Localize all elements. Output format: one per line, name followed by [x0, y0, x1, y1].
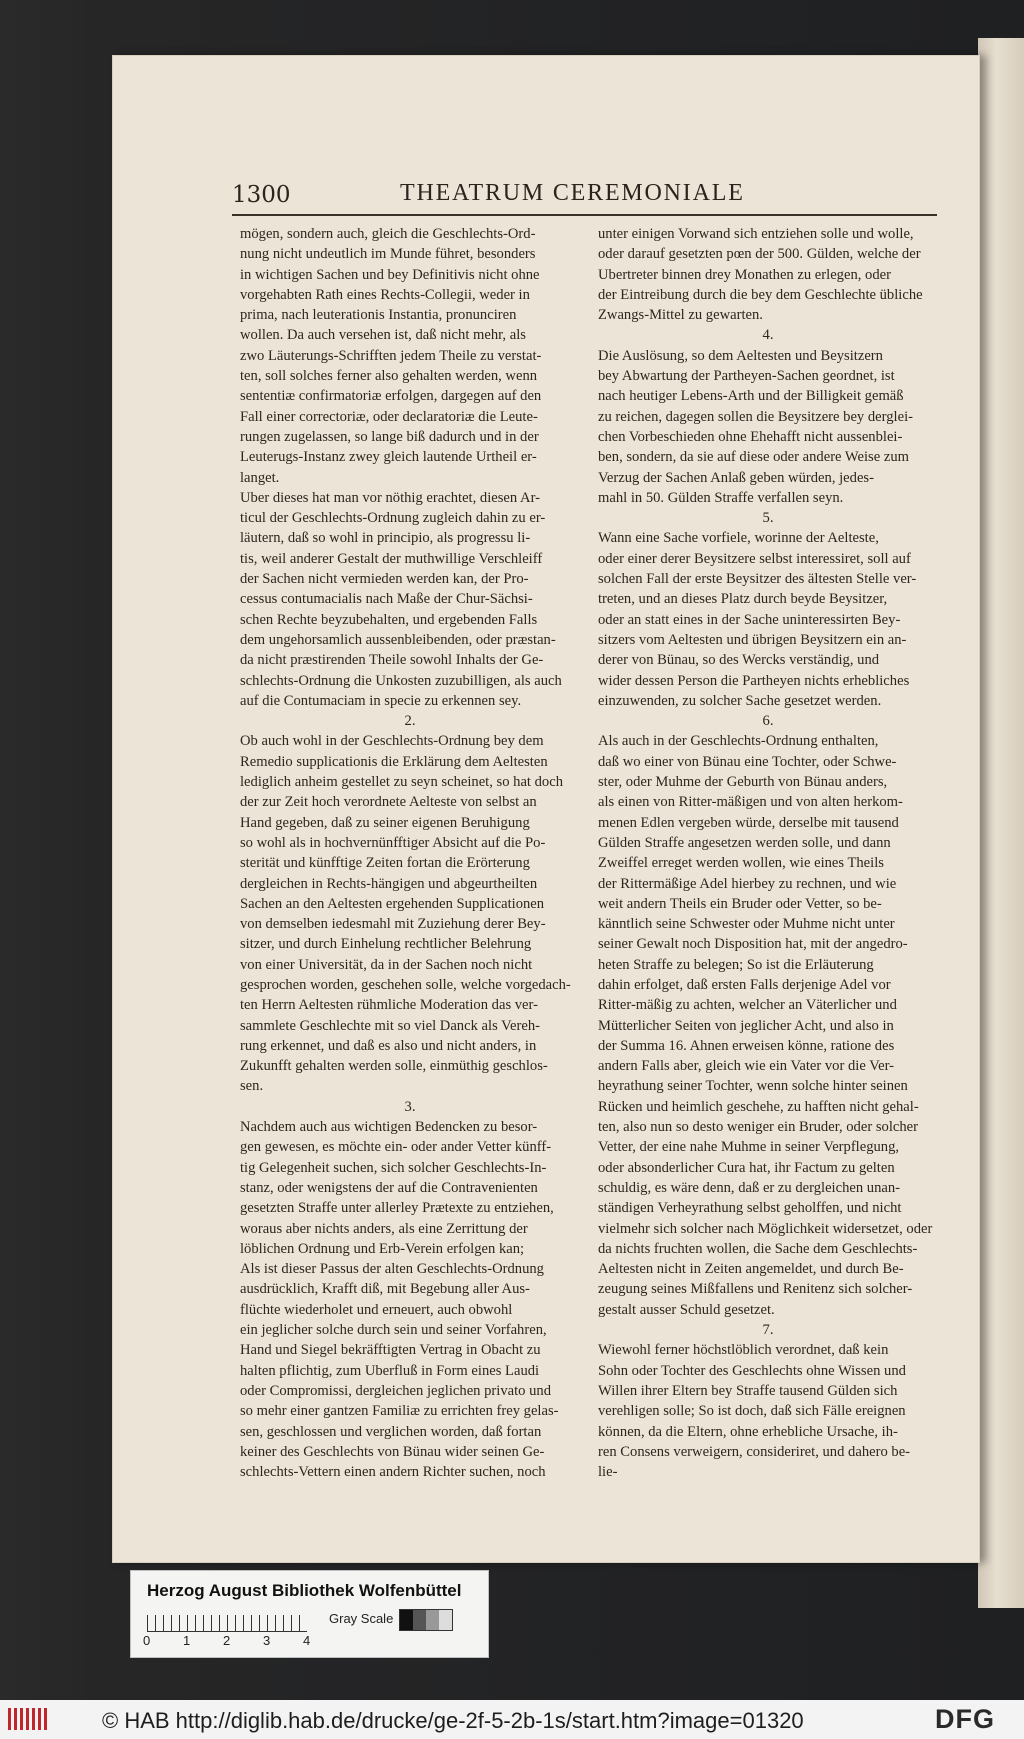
- text-line: Hand gegeben, daß zu seiner eigenen Beruhigung: [240, 814, 530, 831]
- section-number: 4.: [762, 327, 774, 344]
- library-stamp: [130, 1570, 489, 1658]
- text-line: schen Rechte beyzubehalten, und ergebenden Falls: [240, 611, 538, 628]
- text-line: gestalt ausser Schuld gesetzet.: [598, 1301, 775, 1318]
- text-line: in wichtigen Sachen und bey Definitivis nicht ohne: [240, 266, 540, 283]
- text-line: der Eintreibung durch die bey dem Geschlechte übliche: [598, 286, 923, 303]
- text-line: Die Auslösung, so dem Aeltesten und Beysitzern: [598, 347, 883, 364]
- text-line: halten pflichtig, zum Uberfluß in Form eines Laudi: [240, 1362, 540, 1379]
- text-line: sen.: [240, 1078, 264, 1095]
- text-line: heyrathung seiner Tochter, wenn solche hinter seinen: [598, 1078, 908, 1095]
- text-line: sammlete Geschlechte mit so viel Danck als Vereh-: [240, 1017, 541, 1034]
- ruler-number: 3: [263, 1633, 271, 1648]
- text-line: so wohl als in hochvernünfftiger Absicht auf die Po-: [240, 834, 546, 851]
- text-line: Willen ihrer Eltern bey Straffe tausend Gülden sich: [598, 1382, 898, 1399]
- next-page-edge: [978, 38, 1024, 1608]
- text-line: Verzug der Sachen Anlaß geben würden, jedes-: [598, 469, 874, 486]
- text-line: lediglich anheim gestellet zu seyn scheinet, so hat doch: [240, 774, 563, 791]
- text-line: Hand und Siegel bekräfftigten Vertrag in Obacht zu: [240, 1342, 541, 1359]
- text-line: als einen von Ritter-mäßigen und von alten herkom-: [598, 794, 903, 811]
- text-line: Als auch in der Geschlechts-Ordnung enthalten,: [598, 733, 879, 750]
- text-line: Uber dieses hat man vor nöthig erachtet, diesen Ar-: [240, 489, 540, 506]
- text-line: sententiæ confirmatoriæ erfolgen, dargegen auf den: [240, 388, 542, 405]
- header-rule: [232, 214, 937, 216]
- text-line: der Sachen nicht vermieden werden kan, der Pro-: [240, 571, 529, 588]
- text-line: derer von Bünau, so des Wercks verständig, und: [598, 652, 880, 669]
- section-number: 3.: [404, 1098, 416, 1115]
- text-line: auf die Contumaciam in specie zu erkennen sey.: [240, 692, 522, 709]
- text-line: weit andern Theils ein Bruder oder Vetter, so be-: [598, 895, 882, 912]
- text-line: keiner des Geschlechts von Bünau wider seinen Ge-: [240, 1443, 545, 1460]
- section-number: 6.: [762, 713, 774, 730]
- text-line: menen Edlen vergeben würde, derselbe mit tausend: [598, 814, 899, 831]
- text-line: Ubertreter binnen drey Monathen zu erlegen, oder: [598, 266, 891, 283]
- text-line: Sohn oder Tochter des Geschlechts ohne Wissen und: [598, 1362, 906, 1379]
- text-line: löblichen Ordnung und Erb-Verein erfolgen kan;: [240, 1240, 525, 1257]
- text-line: dem ungehorsamlich aussenbleibenden, oder præstan-: [240, 631, 556, 648]
- text-line: sitzers vom Aeltesten und übrigen Beysitzern ein an-: [598, 631, 907, 648]
- text-line: oder an statt eines in der Sache uninteressirten Bey-: [598, 611, 901, 628]
- text-line: Fall einer correctoriæ, oder declaratoriæ die Leute-: [240, 408, 538, 425]
- text-line: gesprochen worden, geschehen solle, welche vorgedach-: [240, 976, 571, 993]
- text-line: einzuwenden, zu solcher Sache gesetzet werden.: [598, 692, 882, 709]
- text-line: bey Abwartung der Partheyen-Sachen geordnet, ist: [598, 368, 895, 385]
- text-line: Zwangs-Mittel zu gewarten.: [598, 307, 763, 324]
- text-line: nung nicht undeutlich im Munde führet, besonders: [240, 246, 536, 263]
- text-line: känntlich seine Schwester oder Muhme nicht unter: [598, 916, 895, 933]
- text-line: Zweiffel erreget werden wollen, wie eines Theils: [598, 855, 884, 872]
- gray-swatch: [439, 1610, 452, 1630]
- text-line: ausdrücklich, Krafft diß, mit Begebung aller Aus-: [240, 1281, 530, 1298]
- text-line: chen Vorbeschieden ohne Ehehafft nicht aussenblei-: [598, 428, 903, 445]
- text-line: schuldig, es wäre denn, daß er zu dergleichen unan-: [598, 1179, 901, 1196]
- text-line: Wann eine Sache vorfiele, worinne der Aelteste,: [598, 530, 879, 547]
- text-line: sen, geschlossen und verglichen worden, daß fortan: [240, 1423, 542, 1440]
- gray-scale-swatches: [399, 1609, 453, 1631]
- text-line: oder Compromissi, dergleichen jeglichen privato und: [240, 1382, 551, 1399]
- ruler-numbers: [143, 1633, 343, 1648]
- text-line: lie-: [598, 1464, 618, 1481]
- gray-swatch: [426, 1610, 439, 1630]
- ruler-number: 1: [183, 1633, 191, 1648]
- text-line: da nicht præstirenden Theile sowohl Inhalts der Ge-: [240, 652, 544, 669]
- dfg-logo[interactable]: DFG: [935, 1704, 995, 1734]
- text-line: ticul der Geschlechts-Ordnung zugleich dahin zu er-: [240, 510, 546, 527]
- text-line: Rücken und heimlich geschehe, zu hafften nicht gehal-: [598, 1098, 919, 1115]
- text-line: dergleichen in Rechts-hängigen und abgeurtheilten: [240, 875, 538, 892]
- text-line: sterität und künfftige Zeiten fortan die Erörterung: [240, 855, 530, 872]
- page-number: 1300: [232, 182, 291, 208]
- gray-swatch: [413, 1610, 426, 1630]
- text-line: rung erkennet, und daß es also und nicht anders, in: [240, 1037, 537, 1054]
- text-line: der Rittermäßige Adel hierbey zu rechnen, und wie: [598, 875, 897, 892]
- text-line: Gülden Straffe angesetzen werden solle, und dann: [598, 834, 891, 851]
- text-line: ten Herrn Aeltesten rühmliche Moderation das ver-: [240, 997, 538, 1014]
- text-line: Als ist dieser Passus der alten Geschlechts-Ordnung: [240, 1261, 544, 1278]
- text-line: wider dessen Person die Partheyen nichts erhebliches: [598, 672, 910, 689]
- text-line: Sachen an den Aeltesten ergehenden Supplicationen: [240, 895, 545, 912]
- text-line: Ob auch wohl in der Geschlechts-Ordnung bey dem: [240, 733, 544, 750]
- text-line: Leuterugs-Instanz zwey gleich lautende Urtheil er-: [240, 449, 537, 466]
- right-text-column: [598, 224, 938, 1482]
- text-line: Remedio supplicationis die Erklärung dem Aeltesten: [240, 753, 548, 770]
- text-line: oder absonderlicher Cura hat, ihr Factum zu gelten: [598, 1159, 895, 1176]
- text-line: langet.: [240, 469, 280, 486]
- text-line: Wiewohl ferner höchstlöblich verordnet, daß kein: [598, 1342, 889, 1359]
- text-line: nach heutiger Lebens-Arth und der Billigkeit gemäß: [598, 388, 904, 405]
- footer-bar: [0, 1700, 1024, 1739]
- section-number: 5.: [762, 510, 774, 527]
- text-line: unter einigen Vorwand sich entziehen solle und wolle,: [598, 226, 914, 242]
- text-line: gen gewesen, es möchte ein- oder ander Vetter künff-: [240, 1139, 552, 1156]
- text-line: mögen, sondern auch, gleich die Geschlechts-Ord-: [240, 226, 536, 242]
- text-line: können, da die Eltern, ohne erhebliche Ursache, ih-: [598, 1423, 898, 1440]
- text-line: da nichts fruchten wollen, die Sache dem Geschlechts-: [598, 1240, 918, 1257]
- text-line: Mütterlicher Seiten von jeglicher Acht, und also in: [598, 1017, 894, 1034]
- text-line: schlechts-Ordnung die Unkosten zuzubilligen, als auch: [240, 672, 562, 689]
- text-line: schlechts-Vettern einen andern Richter suchen, noch: [240, 1464, 546, 1481]
- text-line: zeugung seines Mißfallens und Renitenz sich solcher-: [598, 1281, 913, 1298]
- text-line: Vetter, der eine nahe Muhme in seiner Verpflegung,: [598, 1139, 900, 1156]
- text-line: zu reichen, dagegen sollen die Beysitzere bey derglei-: [598, 408, 913, 425]
- ruler-number: 2: [223, 1633, 231, 1648]
- text-line: mahl in 50. Gülden Straffe verfallen seyn.: [598, 489, 844, 506]
- text-line: prima, nach leuterationis Instantia, pronunciren: [240, 307, 517, 324]
- text-line: von demselben iedesmahl mit Zuziehung derer Bey-: [240, 916, 546, 933]
- text-line: treten, und an dieses Platz durch beyde Beysitzer,: [598, 591, 888, 608]
- gray-scale-label: Gray Scale: [329, 1611, 394, 1626]
- left-text-column: [240, 224, 580, 1482]
- section-number: 2.: [404, 713, 416, 730]
- text-line: andern Falls aber, gleich wie ein Vater vor die Ver-: [598, 1058, 895, 1075]
- ruler-scale: [147, 1615, 307, 1632]
- text-line: so mehr einer gantzen Familiæ zu errichten frey gelas-: [240, 1403, 559, 1420]
- ruler-number: 0: [143, 1633, 151, 1648]
- text-line: woraus aber nichts anders, als eine Zerrittung der: [240, 1220, 528, 1237]
- text-line: oder darauf gesetzten pœn der 500. Gülden, welche der: [598, 246, 921, 263]
- gray-swatch: [400, 1610, 413, 1630]
- text-line: ten, soll solches ferner also gehalten werden, wenn: [240, 368, 538, 385]
- text-line: cessus contumacialis nach Maße der Chur-Sächsi-: [240, 591, 533, 608]
- text-line: von einer Universität, da in der Sachen noch nicht: [240, 956, 533, 973]
- text-line: ben, sondern, da sie auf diese oder andere Weise zum: [598, 449, 909, 466]
- text-line: Zukunfft gehalten werden solle, einmüthig geschlos-: [240, 1058, 548, 1075]
- text-line: zwo Läuterungs-Schrifften jedem Theile zu verstat-: [240, 347, 542, 364]
- text-line: der Summa 16. Ahnen erweisen könne, ratione des: [598, 1037, 895, 1054]
- text-line: vorgehabten Rath eines Rechts-Collegii, weder in: [240, 286, 530, 303]
- text-line: rungen zugelassen, so lange biß dadurch und in der: [240, 428, 539, 445]
- text-line: wollen. Da auch versehen ist, daß nicht mehr, als: [240, 327, 526, 344]
- text-line: gesetzten Straffe unter allerley Prætexte zu entziehen,: [240, 1200, 554, 1217]
- text-line: seiner Gewalt noch Disposition hat, mit der angedro-: [598, 936, 908, 953]
- running-title: THEATRUM CEREMONIALE: [400, 180, 745, 206]
- text-line: ster, oder Muhme der Geburth von Bünau anders,: [598, 774, 888, 791]
- text-line: Nachdem auch aus wichtigen Bedencken zu besor-: [240, 1119, 538, 1136]
- text-line: Ritter-mäßig zu achten, welcher an Väterlicher und: [598, 997, 897, 1014]
- text-line: ständigen Verheyrathung selbst geholffen, und nicht: [598, 1200, 902, 1217]
- text-line: Aeltesten nicht in Zeiten angemeldet, und durch Be-: [598, 1261, 904, 1278]
- text-line: läutern, daß so wohl in principio, als progressu li-: [240, 530, 531, 547]
- text-line: verehligen solle; So ist doch, daß sich Fälle ereignen: [598, 1403, 906, 1420]
- text-line: sitzer, und durch Einhelung rechtlicher Belehrung: [240, 936, 532, 953]
- text-line: stanz, oder wenigstens der auf die Contravenienten: [240, 1179, 538, 1196]
- text-line: der zur Zeit hoch verordnete Aelteste von selbst an: [240, 794, 537, 811]
- text-line: flüchte wiederholet und erneuert, auch obwohl: [240, 1301, 513, 1318]
- text-line: tis, weil anderer Gestalt der muthwillige Verschleiff: [240, 550, 543, 567]
- text-line: vielmehr sich solcher nach Möglichkeit widersetzet, oder: [598, 1220, 933, 1237]
- page-header: [232, 180, 937, 220]
- library-name: Herzog August Bibliothek Wolfenbüttel: [147, 1581, 462, 1600]
- ruler-number: 4: [303, 1633, 311, 1648]
- section-number: 7.: [762, 1322, 774, 1339]
- hab-logo-icon[interactable]: [8, 1708, 48, 1730]
- text-line: daß wo einer von Bünau eine Tochter, oder Schwe-: [598, 753, 897, 770]
- text-line: ein jeglicher solche durch sein und seiner Vorfahren,: [240, 1322, 547, 1339]
- text-line: tig Gelegenheit suchen, sich solcher Geschlechts-In-: [240, 1159, 547, 1176]
- text-line: dahin erfolget, daß ersten Falls derjenige Adel vor: [598, 976, 891, 993]
- text-line: oder einer derer Beysitzere selbst interessiret, soll auf: [598, 550, 911, 567]
- source-url[interactable]: © HAB http://diglib.hab.de/drucke/ge-2f-5-2b-1s/start.htm?image=01320: [102, 1708, 804, 1733]
- text-line: ren Consens verweigern, consideriret, und dahero be-: [598, 1443, 911, 1460]
- text-line: solchen Fall der erste Beysitzer des ältesten Stelle ver-: [598, 571, 917, 588]
- text-line: heten Straffe zu belegen; So ist die Erläuterung: [598, 956, 874, 973]
- text-line: ten, also nun so desto weniger ein Bruder, oder solcher: [598, 1119, 918, 1136]
